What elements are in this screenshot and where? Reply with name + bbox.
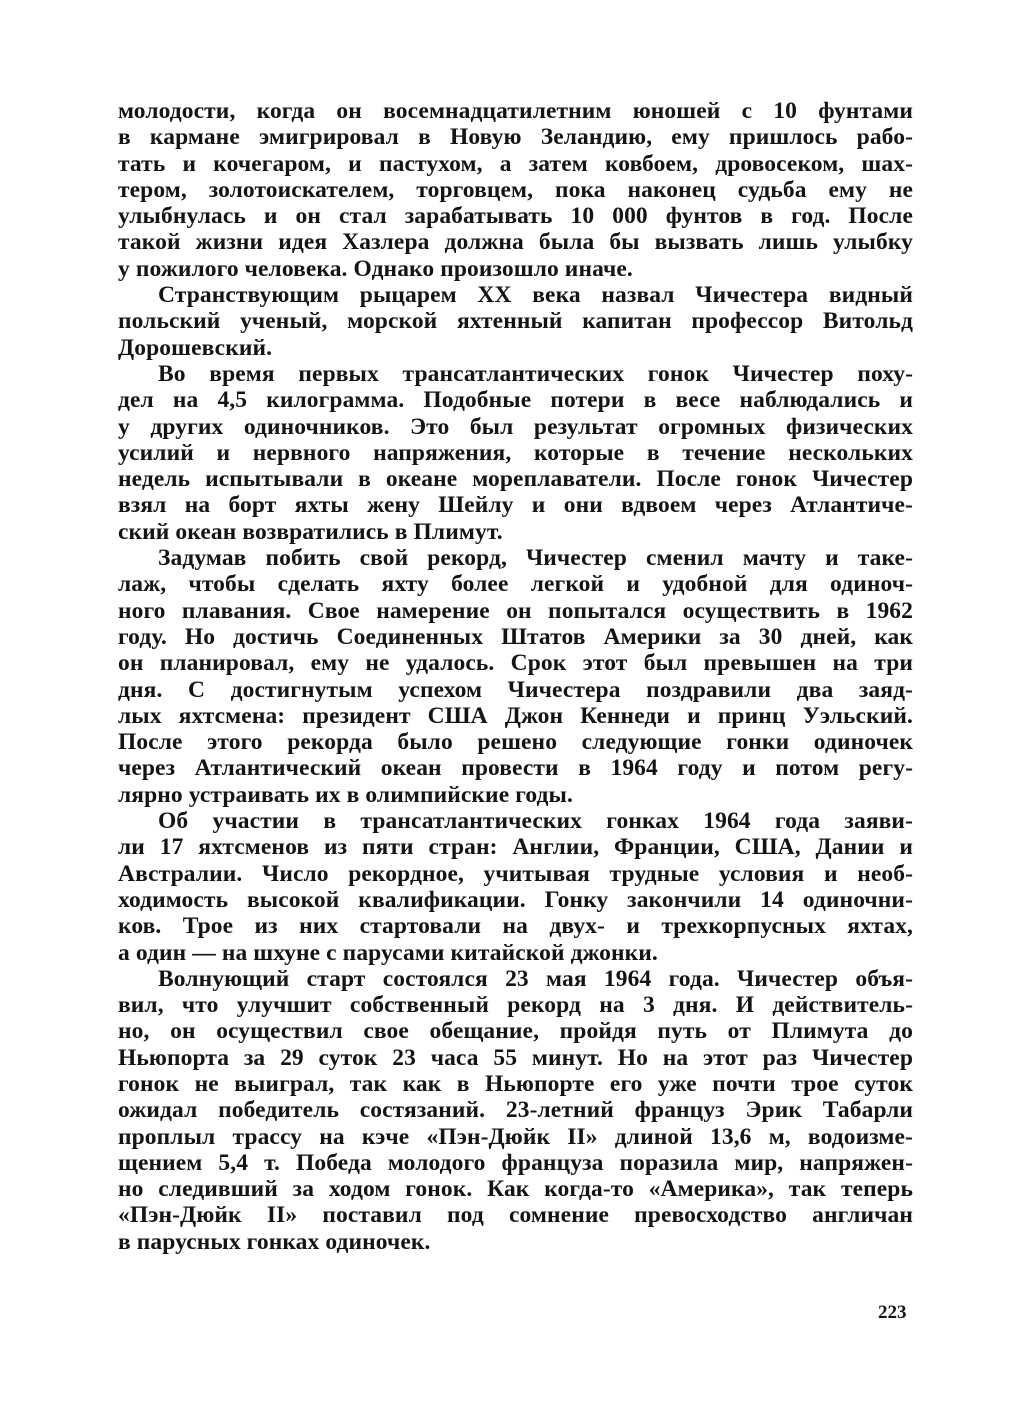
text-line: дня. С достигнутым успехом Чичестера поздравили два заяд- [118,676,913,703]
text-line: Ньюпорта за 29 суток 23 часа 55 минут. Но на этот раз Чичестер [118,1044,913,1071]
text-line: лых яхтсмена: президент США Джон Кеннеди и принц Уэльский. [118,702,913,729]
text-line: ходимость высокой квалификации. Гонку закончили 14 одиночни- [118,886,913,913]
text-line: Австралии. Число рекордное, учитывая трудные условия и необ- [118,860,913,887]
text-line: гонок не выиграл, так как в Ньюпорте его уже почти трое суток [118,1070,913,1097]
paragraph-2 [118,282,913,361]
text-line: Дорошевский. [118,334,273,361]
text-line: вил, что улучшит собственный рекорд на 3 дня. И действитель- [118,992,913,1019]
text-line: После этого рекорда было решено следующие гонки одиночек [118,729,913,756]
text-line: «Пэн-Дюйк II» поставил под сомнение превосходство англичан [118,1202,913,1229]
text-line: недель испытывали в океане мореплаватели. После гонок Чичестер [118,466,913,493]
text-line: Задумав побить свой рекорд, Чичестер сменил мачту и таке- [158,545,913,572]
text-line: улыбнулась и он стал зарабатывать 10 000 фунтов в год. После [118,203,913,230]
text-line: у других одиночников. Это был результат огромных физических [118,413,913,440]
paragraph-1 [118,98,913,282]
text-line: тать и кочегаром, и пастухом, а затем ковбоем, дровосеком, шах- [118,150,913,177]
text-line: но, он осуществил свое обещание, пройдя путь от Плимута до [118,1018,913,1045]
text-line: взял на борт яхты жену Шейлу и они вдвоем через Атлантиче- [118,492,913,519]
text-line: в парусных гонках одиночек. [118,1228,431,1255]
page-number: 223 [878,1302,907,1323]
text-line: году. Но достичь Соединенных Штатов Америки за 30 дней, как [118,623,913,650]
text-line: польский ученый, морской яхтенный капитан профессор Витольд [118,308,913,335]
text-line: усилий и нервного напряжения, которые в течение нескольких [118,439,913,466]
text-line: лаж, чтобы сделать яхту более легкой и удобной для одиноч- [118,571,913,598]
text-line: молодости, когда он восемнадцатилетним юношей с 10 фунтами [118,98,913,124]
paragraph-6 [118,966,913,1255]
text-line: ли 17 яхтсменов из пяти стран: Англии, Франции, США, Дании и [118,834,913,861]
text-line: ков. Трое из них стартовали на двух- и трехкорпусных яхтах, [118,913,913,940]
text-line: проплыл трассу на кэче «Пэн-Дюйк II» длиной 13,6 м, водоизме- [118,1123,913,1150]
text-line: дел на 4,5 килограмма. Подобные потери в весе наблюдались и [118,387,913,414]
page-body [118,98,913,1255]
text-line: ский океан возвратились в Плимут. [118,518,503,545]
paragraph-4 [118,545,913,808]
text-line: щением 5,4 т. Победа молодого француза поразила мир, напряжен- [118,1149,913,1176]
text-line: лярно устраивать их в олимпийские годы. [118,781,573,808]
text-line: Волнующий старт состоялся 23 мая 1964 года. Чичестер объя- [158,965,913,992]
text-line: через Атлантический океан провести в 1964 году и потом регу- [118,755,913,782]
text-line: ного плавания. Свое намерение он попытался осуществить в 1962 [118,597,913,624]
paragraph-5 [118,808,913,966]
text-line: ожидал победитель состязаний. 23-летний француз Эрик Табарли [118,1097,913,1124]
text-line: а один — на шхуне с парусами китайской джонки. [118,939,658,966]
text-line: Странствующим рыцарем XX века назвал Чичестера видный [158,282,913,309]
text-line: тером, золотоискателем, торговцем, пока наконец судьба ему не [118,176,913,203]
paragraph-3 [118,361,913,545]
text-line: Во время первых трансатлантических гонок Чичестер поху- [158,360,913,387]
text-line: но следивший за ходом гонок. Как когда-то «Америка», так теперь [118,1176,913,1203]
text-line: такой жизни идея Хазлера должна была бы вызвать лишь улыбку [118,229,913,256]
text-line: он планировал, ему не удалось. Срок этот был превышен на три [118,650,913,677]
text-line: в кармане эмигрировал в Новую Зеландию, ему пришлось рабо- [118,124,913,151]
text-line: Об участии в трансатлантических гонках 1964 года заяви- [158,808,913,835]
text-line: у пожилого человека. Однако произошло иначе. [118,255,633,282]
